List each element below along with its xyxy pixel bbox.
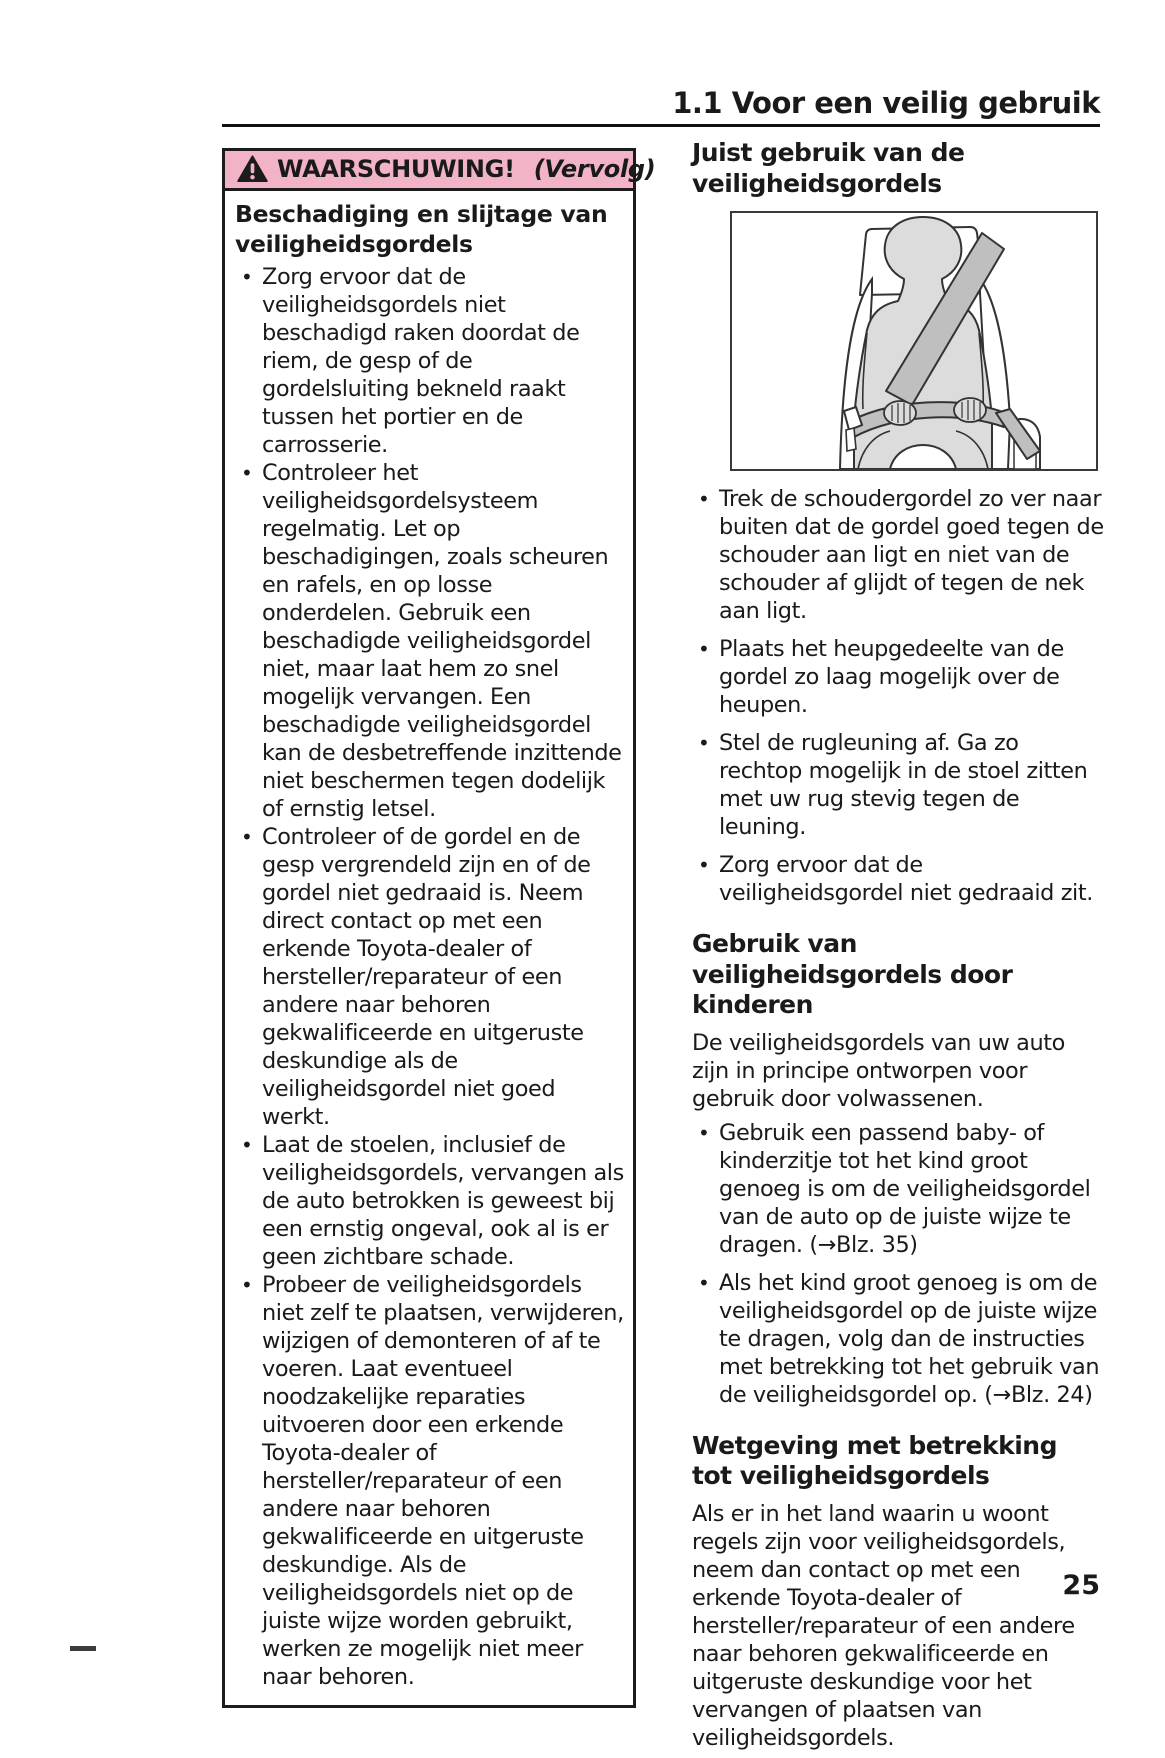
warning-header bbox=[225, 151, 656, 191]
list-item: • Plaats het heupgedeelte van de gordel zo laag mogelijk over de heupen. bbox=[692, 635, 1104, 719]
legislation-paragraph: Als er in het land waarin u woont regels zijn voor veiligheidsgordels, neem dan contact op met een erkende Toyota-dealer of hersteller/reparateur of een andere naar behoren gekwalificeerde en uitgeruste deskundige voor het vervangen of plaatsen van veiligheidsgordels. bbox=[692, 1500, 1075, 1751]
list-item: • Zorg ervoor dat de veiligheidsgordels niet beschadigd raken doordat de riem, de gesp of de gordelsluiting bekneld raakt tussen het portier en de carrosserie. bbox=[235, 263, 625, 459]
list-item: • Zorg ervoor dat de veiligheidsgordel niet gedraaid zit. bbox=[692, 851, 1104, 907]
children-intro-paragraph: De veiligheidsgordels van uw auto zijn in principe ontworpen voor gebruik door volwassenen. bbox=[692, 1029, 1065, 1112]
corner-print-mark bbox=[70, 1646, 96, 1651]
warning-bullet-list bbox=[235, 263, 625, 1691]
seatbelt-illustration bbox=[730, 211, 1098, 471]
list-item: • Stel de rugleuning af. Ga zo rechtop mogelijk in de stoel zitten met uw rug stevig tegen de leuning. bbox=[692, 729, 1104, 841]
warning-title-suffix: (Vervolg) bbox=[533, 155, 656, 183]
children-bullet-list bbox=[692, 1119, 1104, 1409]
warning-box bbox=[222, 148, 656, 1708]
list-item: • Gebruik een passend baby- of kinderzitje tot het kind groot genoeg is om de veiligheidsgordel van de auto op de juiste wijze te dragen. (→Blz. 35) bbox=[692, 1119, 1104, 1259]
header-divider bbox=[222, 124, 1100, 127]
list-item: • Laat de stoelen, inclusief de veiligheidsgordels, vervangen als de auto betrokken is geweest bij een ernstig ongeval, ook al is er geen zichtbare schade. bbox=[235, 1131, 625, 1271]
list-item: • Trek de schoudergordel zo ver naar buiten dat de gordel goed tegen de schouder aan ligt en niet van de schouder af glijdt of tegen de nek aan ligt. bbox=[692, 485, 1104, 625]
list-item: • Probeer de veiligheidsgordels niet zelf te plaatsen, verwijderen, wijzigen of demonteren of af te voeren. Laat eventueel noodzakelijke reparaties uitvoeren door een erkende Toyota-dealer of hersteller/reparateur of een andere naar behoren gekwalificeerde en uitgeruste deskundige. Als de veiligheidsgordels niet op de juiste wijze worden gebruikt, werken ze mogelijk niet meer naar behoren. bbox=[235, 1271, 625, 1691]
warning-subheading: Beschadiging en slijtage van veiligheidsgordels bbox=[235, 200, 608, 259]
correct-use-bullet-list bbox=[692, 485, 1104, 907]
section-heading-children: Gebruik van veiligheidsgordels door kinderen bbox=[692, 929, 1013, 1019]
list-item: • Controleer het veiligheidsgordelsysteem regelmatig. Let op beschadigingen, zoals scheuren en rafels, en op losse onderdelen. Gebruik een beschadigde veiligheidsgordel niet, maar laat hem zo snel mogelijk vervangen. Een beschadigde veiligheidsgordel kan de desbetreffende inzittende niet beschermen tegen dodelijk of ernstig letsel. bbox=[235, 459, 625, 823]
right-column bbox=[692, 138, 1104, 1758]
page-number: 25 bbox=[1062, 1570, 1100, 1601]
page-header-title: 1.1 Voor een veilig gebruik bbox=[672, 86, 1100, 120]
list-item: • Als het kind groot genoeg is om de veiligheidsgordel op de juiste wijze te dragen, volg dan de instructies met betrekking tot het gebruik van de veiligheidsgordel op. (→Blz. 24) bbox=[692, 1269, 1104, 1409]
warning-body bbox=[225, 191, 633, 1705]
left-column bbox=[222, 148, 656, 1708]
section-heading-legislation: Wetgeving met betrekking tot veiligheidsgordels bbox=[692, 1430, 1057, 1490]
section-heading-correct-use: Juist gebruik van de veiligheidsgordels bbox=[692, 138, 965, 198]
list-item: • Controleer of de gordel en de gesp vergrendeld zijn en of de gordel niet gedraaid is. Neem direct contact op met een erkende Toyota-dealer of hersteller/reparateur of een andere naar behoren gekwalificeerde en uitgeruste deskundige als de veiligheidsgordel niet goed werkt. bbox=[235, 823, 625, 1131]
warning-icon bbox=[237, 155, 268, 183]
warning-title: WAARSCHUWING! bbox=[277, 155, 515, 183]
